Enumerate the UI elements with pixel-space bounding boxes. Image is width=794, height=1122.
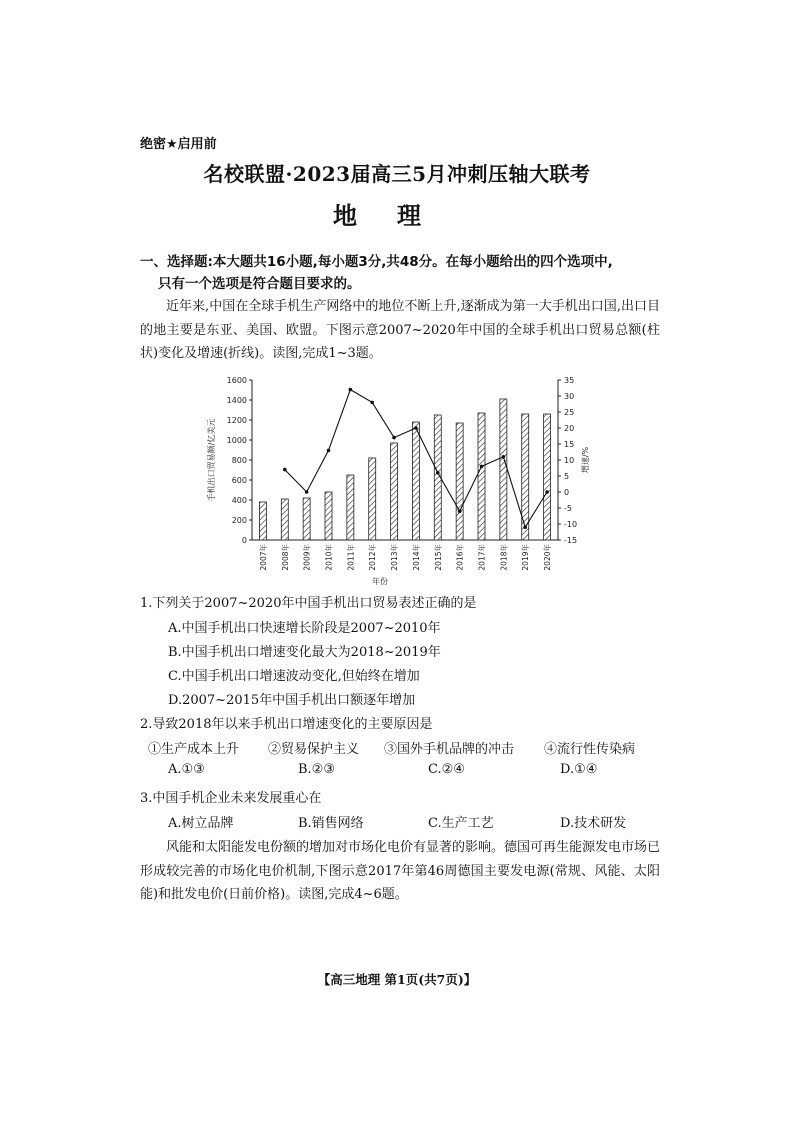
x-tick-label: 2015年: [433, 544, 443, 571]
x-tick-label: 2014年: [411, 544, 421, 571]
q3-option-d[interactable]: D.技术研发: [560, 816, 627, 831]
bar: [391, 443, 398, 540]
section-heading-line2: 只有一个选项是符合题目要求的。: [158, 276, 361, 292]
y-tick-label: 1200: [226, 416, 247, 425]
q3-option-b[interactable]: B.销售网络: [298, 816, 364, 831]
bar: [325, 492, 332, 540]
y-tick-label: 200: [231, 516, 247, 525]
exam-title: 名校联盟·2023届高三5月冲刺压轴大联考: [203, 162, 591, 186]
y2-tick-label: -10: [564, 520, 578, 529]
x-tick-label: 2012年: [368, 544, 378, 571]
confidential-mark: 绝密★启用前: [140, 137, 217, 152]
y-tick-label: 1400: [226, 396, 247, 405]
growth-point: [414, 426, 418, 430]
growth-point: [392, 436, 396, 440]
bar: [456, 423, 463, 540]
intro-paragraph-2: [140, 836, 660, 907]
bar: [303, 498, 310, 540]
x-tick-label: 2019年: [521, 544, 531, 571]
q2-item-1: ①生产成本上升: [148, 742, 240, 757]
section-heading: [140, 251, 660, 295]
y-tick-label: 800: [231, 456, 247, 465]
y2-tick-label: 15: [564, 440, 575, 449]
x-tick-label: 2008年: [280, 544, 290, 571]
x-tick-label: 2013年: [390, 544, 400, 571]
y2-tick-label: -5: [564, 504, 572, 513]
growth-point: [502, 455, 506, 459]
growth-point: [458, 509, 462, 513]
q1-option-a[interactable]: A.中国手机出口快速增长阶段是2007~2010年: [168, 621, 441, 636]
growth-point: [436, 471, 440, 475]
q3-option-a[interactable]: A.树立品牌: [168, 816, 234, 831]
page-footer: 【高三地理 第1页(共7页)】: [317, 972, 477, 987]
question-1-stem: 1.下列关于2007~2020年中国手机出口贸易表述正确的是: [140, 596, 477, 611]
q2-item-4: ④流行性传染病: [544, 742, 636, 757]
y2-tick-label: 5: [564, 472, 570, 481]
growth-point: [283, 468, 287, 472]
y2-axis-label: 增速/%: [581, 446, 590, 474]
intro-paragraph-2-text: 风能和太阳能发电份额的增加对市场化电价有显著的影响。德国可再生能源发电市场已形成较完善的市场化电价机制,下图示意2017年第46周德国主要发电源(常规、风能、太阳能)和批发电价(日前价格)。读图,完成4~6题。: [140, 840, 661, 902]
bar: [478, 413, 485, 540]
bar: [412, 422, 419, 540]
y-tick-label: 1000: [226, 436, 247, 445]
q2-option-b[interactable]: B.②③: [298, 762, 335, 777]
growth-point: [305, 490, 309, 494]
growth-point: [480, 465, 484, 469]
q1-option-c[interactable]: C.中国手机出口增速波动变化,但始终在增加: [168, 669, 420, 684]
growth-point: [349, 388, 353, 392]
bar: [369, 458, 376, 540]
q2-option-d[interactable]: D.①④: [560, 762, 598, 777]
growth-point: [327, 449, 331, 453]
q2-item-3: ③国外手机品牌的冲击: [384, 742, 515, 757]
y2-tick-label: -15: [564, 536, 578, 545]
bar: [544, 414, 551, 540]
x-tick-label: 2017年: [477, 544, 487, 571]
y2-tick-label: 0: [564, 488, 570, 497]
y2-tick-label: 35: [564, 376, 575, 385]
q2-option-c[interactable]: C.②④: [428, 762, 465, 777]
y-tick-label: 400: [231, 496, 247, 505]
y-tick-label: 0: [241, 536, 247, 545]
y2-tick-label: 30: [564, 392, 575, 401]
export-chart: [200, 370, 600, 590]
growth-point: [523, 525, 527, 529]
q1-option-b[interactable]: B.中国手机出口增速变化最大为2018~2019年: [168, 645, 441, 660]
question-2-stem: 2.导致2018年以来手机出口增速变化的主要原因是: [140, 717, 433, 732]
x-tick-label: 2007年: [258, 544, 268, 571]
q2-item-2: ②贸易保护主义: [268, 742, 360, 757]
y2-tick-label: 25: [564, 408, 575, 417]
x-tick-label: 2010年: [324, 544, 334, 571]
bar: [281, 499, 288, 540]
y2-tick-label: 20: [564, 424, 575, 433]
q3-option-c[interactable]: C.生产工艺: [428, 816, 494, 831]
x-tick-label: 2020年: [543, 544, 553, 571]
bar: [259, 502, 266, 540]
x-tick-label: 2011年: [346, 544, 356, 571]
growth-point: [370, 401, 374, 405]
question-3-stem: 3.中国手机企业未来发展重心在: [140, 791, 322, 806]
bar: [500, 399, 507, 540]
y-tick-label: 1600: [226, 376, 247, 385]
intro-paragraph-1-text: 近年来,中国在全球手机生产网络中的地位不断上升,逐渐成为第一大手机出口国,出口目的地主要是东亚、美国、欧盟。下图示意2007~2020年中国的全球手机出口贸易总额(柱状)变化及增速(折线)。读图,完成1~3题。: [140, 299, 660, 361]
bar: [347, 475, 354, 540]
intro-paragraph-1: [140, 295, 660, 366]
x-tick-label: 2009年: [302, 544, 312, 571]
y-tick-label: 600: [231, 476, 247, 485]
q2-option-a[interactable]: A.①③: [168, 762, 205, 777]
section-heading-line1: 一、选择题:本大题共16小题,每小题3分,共48分。在每小题给出的四个选项中,: [140, 254, 613, 270]
y2-tick-label: 10: [564, 456, 575, 465]
growth-point: [545, 490, 549, 494]
y-axis-label: 手机出口贸易额/亿美元: [207, 418, 216, 502]
x-tick-label: 2018年: [499, 544, 509, 571]
x-tick-label: 2016年: [455, 544, 465, 571]
x-axis-label: 年份: [372, 577, 388, 586]
q1-option-d[interactable]: D.2007~2015年中国手机出口额逐年增加: [168, 693, 416, 708]
subject-title: 地理: [333, 202, 461, 230]
